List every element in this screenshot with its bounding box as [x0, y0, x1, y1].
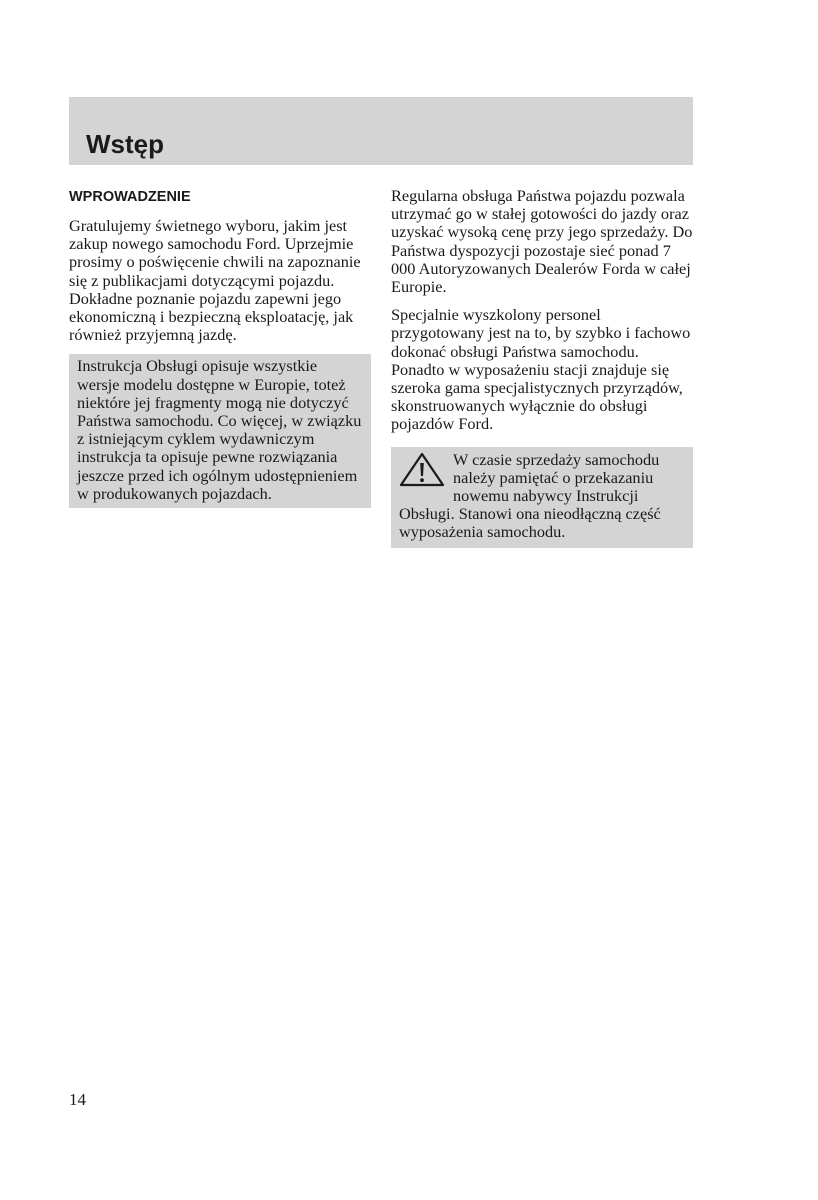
section-heading: WPROWADZENIE	[69, 189, 191, 205]
left-column	[69, 187, 371, 508]
note-box	[69, 354, 371, 508]
warning-box	[391, 447, 693, 548]
page-number: 14	[69, 1090, 86, 1109]
section-title: Wstęp	[86, 129, 164, 159]
warning-triangle-icon	[399, 452, 445, 488]
section-header-band	[69, 97, 693, 165]
intro-paragraph: Gratulujemy świetnego wyboru, jakim jest zakup nowego samochodu Ford. Uprzejmie prosimy o poświęcenie chwili na zapoznanie się z publikacjami dotyczącymi pojazdu. Dokładne poznanie pojazdu zapewni jego ekonomiczną i bezpieczną eksploatację, jak również przyjemną jazdę.	[69, 216, 361, 345]
note-text: Instrukcja Obsługi opisuje wszystkie wersje modelu dostępne w Europie, toteż niektóre jej fragmenty mogą nie dotyczyć Państwa samochodu. Co więcej, w związku z istniejącym cyklem wydawniczym instrukcja ta opisuje pewne rozwiązania jeszcze przed ich ogólnym udostępnieniem w produkowanych pojazdach.	[77, 356, 362, 503]
warning-text: W czasie sprzedaży samochodu należy pamiętać o przekazaniu nowemu nabywcy Instrukcji Obsługi. Stanowi ona nieodłączną część wyposażenia samochodu.	[399, 449, 661, 542]
right-column	[391, 187, 693, 548]
staff-paragraph: Specjalnie wyszkolony personel przygotowany jest na to, by szybko i fachowo dokonać obsługi Państwa samochodu. Ponadto w wyposażeniu stacji znajduje się szeroka gama specjalistycznych przyrządów, skonstruowanych wyłącznie do obsługi pojazdów Ford.	[391, 305, 691, 434]
service-paragraph: Regularna obsługa Państwa pojazdu pozwala utrzymać go w stałej gotowości do jazdy oraz uzyskać wysoką cenę przy jego sprzedaży. Do Państwa dyspozycji pozostaje sieć ponad 7 000 Autoryzowanych Dealerów Forda w całej Europie.	[391, 186, 693, 297]
